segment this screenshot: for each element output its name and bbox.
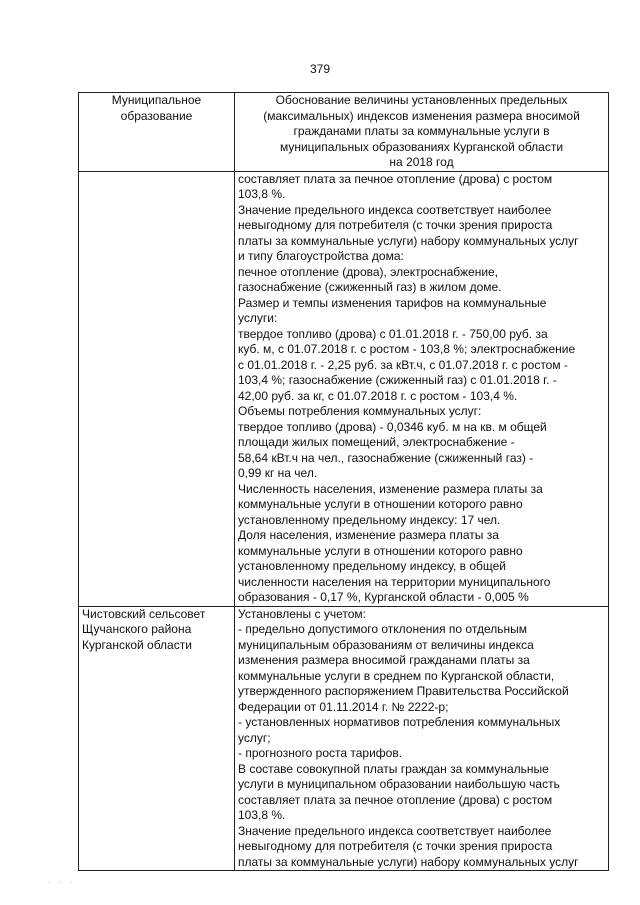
text-line: 103,4 %; газоснабжение (сжиженный газ) с 01.01.2018 г. -	[238, 373, 557, 387]
text-line: - прогнозного роста тарифов.	[238, 746, 403, 760]
header-municipality	[79, 93, 235, 172]
text-line: 58,64 кВт.ч на чел., газоснабжение (сжиженный газ) -	[238, 450, 534, 465]
municipality-line: Курганской области	[82, 637, 192, 652]
text-line: В составе совокупной платы граждан за коммунальные	[238, 761, 549, 776]
text-line: установленному предельному индексу, в общей	[238, 559, 506, 573]
text-line: 103,8 %.	[238, 808, 286, 822]
text-line: услуги:	[238, 311, 278, 325]
text-line: 0,99 кг на чел.	[238, 466, 318, 480]
scan-artifact: · · ·	[48, 878, 76, 887]
table-row	[79, 171, 609, 606]
header-line: (максимальных) индексов изменения размера вносимой	[263, 108, 580, 123]
text-line: коммунальные услуги в среднем по Курганской области,	[238, 668, 555, 683]
table-row	[79, 606, 609, 871]
text-line: 42,00 руб. за кг, с 01.07.2018 г. с ростом - 103,4 %.	[238, 388, 518, 403]
text-line: Значение предельного индекса соответствует наиболее	[238, 823, 552, 838]
text-line: Доля населения, изменение размера платы за	[238, 528, 499, 542]
text-line: составляет плата за печное отопление (дрова) с ростом	[238, 792, 553, 807]
municipality-cell	[79, 171, 235, 606]
text-line: утвержденного распоряжением Правительства Российской	[238, 684, 569, 698]
justification-table	[78, 92, 609, 871]
text-line: изменения размера вносимой гражданами платы за	[238, 653, 530, 667]
text-line: - установленных нормативов потребления коммунальных	[238, 715, 561, 729]
text-line: коммунальные услуги в отношении которого равно	[238, 497, 523, 511]
text-line: 103,8 %.	[238, 187, 286, 201]
text-line: платы за коммунальные услуги) набору коммунальных услуг	[238, 233, 579, 248]
text-line: невыгодному для потребителя (с точки зрения прироста	[238, 839, 553, 853]
text-line: составляет плата за печное отопление (дрова) с ростом	[238, 171, 553, 186]
text-line: образования - 0,17 %, Курганской области - 0,005 %	[238, 590, 529, 604]
text-line: Установлены с учетом:	[238, 606, 366, 621]
text-line: установленному предельному индексу: 17 чел.	[238, 512, 501, 527]
text-line: услуги в муниципальном образовании наибольшую часть	[238, 777, 560, 791]
text-line: с 01.01.2018 г. - 2,25 руб. за кВт.ч, с 01.07.2018 г. с ростом -	[238, 357, 568, 372]
header-line: Муниципальное	[111, 93, 202, 107]
text-line: твердое топливо (дрова) с 01.01.2018 г. - 750,00 руб. за	[238, 326, 548, 341]
text-line: коммунальные услуги в отношении которого равно	[238, 543, 523, 558]
text-line: платы за коммунальные услуги) набору коммунальных услуг	[238, 854, 579, 869]
text-line: газоснабжение (сжиженный газ) в жилом доме.	[238, 280, 502, 294]
header-line: Обоснование величины установленных предельных	[275, 93, 568, 107]
text-line: численности населения на территории муниципального	[238, 574, 551, 589]
text-line: Федерации от 01.11.2014 г. № 2222-р;	[238, 699, 449, 714]
text-line: Размер и темпы изменения тарифов на коммунальные	[238, 295, 547, 310]
table-header-row	[79, 93, 609, 172]
municipality-cell	[79, 606, 235, 871]
header-justification	[235, 93, 609, 172]
justification-cell	[235, 606, 609, 871]
header-line: образование	[120, 108, 193, 123]
municipality-line: Щучанского района	[82, 622, 192, 636]
text-line: твердое топливо (дрова) - 0,0346 куб. м на кв. м общей	[238, 419, 547, 434]
text-line: куб. м, с 01.07.2018 г. с ростом - 103,8 %; электроснабжение	[238, 342, 576, 356]
header-line: муниципальных образованиях Курганской области	[279, 139, 564, 154]
text-line: Значение предельного индекса соответствует наиболее	[238, 202, 552, 217]
text-line: печное отопление (дрова), электроснабжение,	[238, 264, 499, 279]
header-line: гражданами платы за коммунальные услуги в	[293, 124, 550, 138]
text-line: Численность населения, изменение размера платы за	[238, 481, 543, 496]
text-line: невыгодному для потребителя (с точки зрения прироста	[238, 218, 553, 232]
text-line: - предельно допустимого отклонения по отдельным	[238, 622, 527, 636]
text-line: Объемы потребления коммунальных услуг:	[238, 404, 482, 418]
header-line: на 2018 год	[389, 155, 454, 169]
municipality-line: Чистовский сельсовет	[82, 606, 206, 621]
text-line: и типу благоустройства дома:	[238, 249, 404, 263]
text-line: муниципальным образованиям от величины индекса	[238, 637, 534, 652]
text-line: услуг;	[238, 730, 271, 745]
page-number: 379	[309, 62, 331, 76]
text-line: площади жилых помещений, электроснабжение -	[238, 435, 515, 449]
justification-cell	[235, 171, 609, 606]
